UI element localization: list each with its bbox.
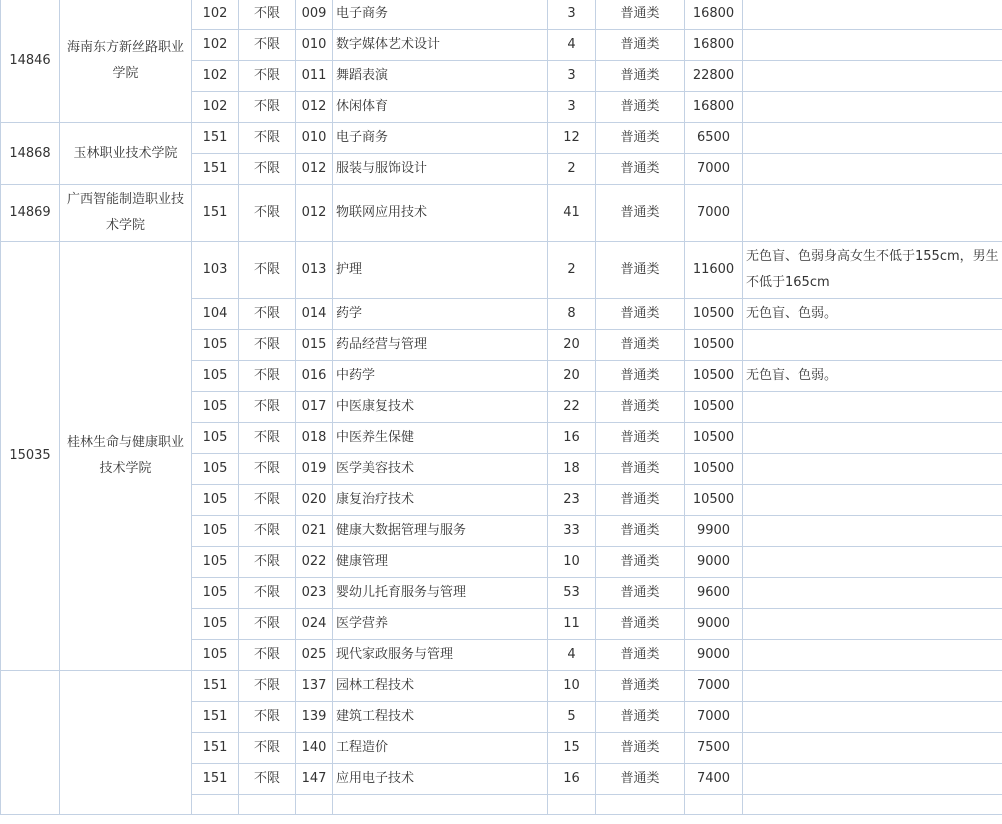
remarks-cell — [743, 702, 1002, 733]
remarks-cell — [743, 392, 1002, 423]
tuition-cell: 7000 — [685, 702, 743, 733]
subject-limit-cell: 不限 — [239, 702, 296, 733]
batch-code-cell: 105 — [192, 516, 239, 547]
plan-count-cell: 22 — [548, 392, 596, 423]
major-code-cell: 023 — [296, 578, 333, 609]
remarks-cell — [743, 185, 1002, 242]
major-code-cell: 019 — [296, 454, 333, 485]
plan-count-cell: 3 — [548, 61, 596, 92]
tuition-cell: 6500 — [685, 123, 743, 154]
major-code-cell: 022 — [296, 547, 333, 578]
tuition-cell: 7000 — [685, 154, 743, 185]
category-cell: 普通类 — [596, 361, 685, 392]
remarks-cell — [743, 123, 1002, 154]
school-name-cell: 海南东方新丝路职业学院 — [60, 0, 192, 123]
batch-code-cell: 105 — [192, 423, 239, 454]
major-code-cell: 010 — [296, 123, 333, 154]
major-name-cell: 医学营养 — [333, 609, 548, 640]
plan-count-cell: 53 — [548, 578, 596, 609]
major-name-cell: 服装与服饰设计 — [333, 154, 548, 185]
major-code-cell: 010 — [296, 30, 333, 61]
tuition-cell: 16800 — [685, 30, 743, 61]
subject-limit-cell: 不限 — [239, 92, 296, 123]
plan-count-cell: 2 — [548, 154, 596, 185]
school-code-cell: 15035 — [1, 242, 60, 671]
category-cell: 普通类 — [596, 671, 685, 702]
category-cell: 普通类 — [596, 547, 685, 578]
remarks-cell — [743, 733, 1002, 764]
major-name-cell: 舞蹈表演 — [333, 61, 548, 92]
batch-code-cell: 102 — [192, 61, 239, 92]
category-cell: 普通类 — [596, 154, 685, 185]
batch-code-cell: 102 — [192, 92, 239, 123]
batch-code-cell: 151 — [192, 733, 239, 764]
batch-code-cell: 102 — [192, 30, 239, 61]
tuition-cell: 10500 — [685, 392, 743, 423]
school-code-cell: 14846 — [1, 0, 60, 123]
category-cell: 普通类 — [596, 609, 685, 640]
major-name-cell: 中药学 — [333, 361, 548, 392]
category-cell: 普通类 — [596, 640, 685, 671]
plan-count-cell: 20 — [548, 330, 596, 361]
remarks-cell — [743, 547, 1002, 578]
plan-count-cell: 16 — [548, 423, 596, 454]
batch-code-cell: 151 — [192, 764, 239, 795]
subject-limit-cell: 不限 — [239, 423, 296, 454]
remarks-cell — [743, 454, 1002, 485]
school-name-cell: 广西智能制造职业技术学院 — [60, 185, 192, 242]
category-cell: 普通类 — [596, 516, 685, 547]
batch-code-cell: 105 — [192, 640, 239, 671]
tuition-cell: 7000 — [685, 185, 743, 242]
tuition-cell: 11600 — [685, 242, 743, 299]
subject-limit-cell: 不限 — [239, 454, 296, 485]
batch-code-cell: 105 — [192, 485, 239, 516]
remarks-cell — [743, 609, 1002, 640]
batch-code-cell: 105 — [192, 454, 239, 485]
batch-code-cell — [192, 795, 239, 815]
major-code-cell: 013 — [296, 242, 333, 299]
tuition-cell: 10500 — [685, 299, 743, 330]
remarks-cell — [743, 578, 1002, 609]
major-name-cell: 药品经营与管理 — [333, 330, 548, 361]
major-name-cell: 康复治疗技术 — [333, 485, 548, 516]
plan-count-cell: 33 — [548, 516, 596, 547]
tuition-cell: 9000 — [685, 609, 743, 640]
remarks-cell: 无色盲、色弱身高女生不低于155cm，男生不低于165cm — [743, 242, 1002, 299]
subject-limit-cell: 不限 — [239, 485, 296, 516]
category-cell: 普通类 — [596, 185, 685, 242]
category-cell: 普通类 — [596, 485, 685, 516]
subject-limit-cell: 不限 — [239, 609, 296, 640]
batch-code-cell: 105 — [192, 578, 239, 609]
table-row — [1, 0, 1002, 30]
school-name-cell — [60, 671, 192, 815]
category-cell: 普通类 — [596, 242, 685, 299]
category-cell: 普通类 — [596, 61, 685, 92]
subject-limit-cell: 不限 — [239, 61, 296, 92]
subject-limit-cell: 不限 — [239, 516, 296, 547]
major-code-cell: 024 — [296, 609, 333, 640]
subject-limit-cell: 不限 — [239, 733, 296, 764]
remarks-cell — [743, 423, 1002, 454]
plan-count-cell: 16 — [548, 764, 596, 795]
batch-code-cell: 105 — [192, 609, 239, 640]
subject-limit-cell: 不限 — [239, 123, 296, 154]
school-name-cell: 桂林生命与健康职业技术学院 — [60, 242, 192, 671]
major-name-cell: 婴幼儿托育服务与管理 — [333, 578, 548, 609]
tuition-cell: 9600 — [685, 578, 743, 609]
tuition-cell — [685, 795, 743, 815]
remarks-cell — [743, 795, 1002, 815]
major-name-cell: 中医养生保健 — [333, 423, 548, 454]
category-cell: 普通类 — [596, 123, 685, 154]
school-code-cell: 14868 — [1, 123, 60, 185]
batch-code-cell: 105 — [192, 361, 239, 392]
subject-limit-cell: 不限 — [239, 0, 296, 30]
subject-limit-cell: 不限 — [239, 30, 296, 61]
remarks-cell: 无色盲、色弱。 — [743, 361, 1002, 392]
batch-code-cell: 105 — [192, 392, 239, 423]
plan-count-cell: 41 — [548, 185, 596, 242]
subject-limit-cell: 不限 — [239, 154, 296, 185]
tuition-cell: 7500 — [685, 733, 743, 764]
major-name-cell: 医学美容技术 — [333, 454, 548, 485]
major-code-cell — [296, 795, 333, 815]
category-cell: 普通类 — [596, 330, 685, 361]
category-cell: 普通类 — [596, 702, 685, 733]
major-code-cell: 137 — [296, 671, 333, 702]
major-code-cell: 140 — [296, 733, 333, 764]
plan-count-cell: 3 — [548, 92, 596, 123]
major-name-cell: 数字媒体艺术设计 — [333, 30, 548, 61]
major-name-cell: 园林工程技术 — [333, 671, 548, 702]
plan-count-cell: 2 — [548, 242, 596, 299]
major-code-cell: 014 — [296, 299, 333, 330]
remarks-cell — [743, 330, 1002, 361]
tuition-cell: 22800 — [685, 61, 743, 92]
table-row — [1, 242, 1002, 299]
major-code-cell: 012 — [296, 185, 333, 242]
major-code-cell: 020 — [296, 485, 333, 516]
category-cell: 普通类 — [596, 30, 685, 61]
batch-code-cell: 105 — [192, 547, 239, 578]
batch-code-cell: 151 — [192, 185, 239, 242]
remarks-cell — [743, 671, 1002, 702]
remarks-cell — [743, 485, 1002, 516]
major-code-cell: 139 — [296, 702, 333, 733]
plan-count-cell: 10 — [548, 547, 596, 578]
subject-limit-cell — [239, 795, 296, 815]
batch-code-cell: 103 — [192, 242, 239, 299]
subject-limit-cell: 不限 — [239, 392, 296, 423]
plan-count-cell: 4 — [548, 640, 596, 671]
plan-count-cell: 18 — [548, 454, 596, 485]
remarks-cell: 无色盲、色弱。 — [743, 299, 1002, 330]
subject-limit-cell: 不限 — [239, 671, 296, 702]
school-code-cell — [1, 671, 60, 815]
subject-limit-cell: 不限 — [239, 640, 296, 671]
remarks-cell — [743, 764, 1002, 795]
major-name-cell: 现代家政服务与管理 — [333, 640, 548, 671]
plan-count-cell: 4 — [548, 30, 596, 61]
major-code-cell: 012 — [296, 154, 333, 185]
major-name-cell: 建筑工程技术 — [333, 702, 548, 733]
category-cell: 普通类 — [596, 92, 685, 123]
subject-limit-cell: 不限 — [239, 578, 296, 609]
major-code-cell: 021 — [296, 516, 333, 547]
remarks-cell — [743, 92, 1002, 123]
major-code-cell: 017 — [296, 392, 333, 423]
plan-count-cell: 15 — [548, 733, 596, 764]
major-code-cell: 018 — [296, 423, 333, 454]
subject-limit-cell: 不限 — [239, 330, 296, 361]
category-cell: 普通类 — [596, 423, 685, 454]
batch-code-cell: 102 — [192, 0, 239, 30]
plan-count-cell: 8 — [548, 299, 596, 330]
table-row — [1, 185, 1002, 242]
major-name-cell: 药学 — [333, 299, 548, 330]
major-code-cell: 147 — [296, 764, 333, 795]
major-code-cell: 015 — [296, 330, 333, 361]
major-name-cell: 护理 — [333, 242, 548, 299]
tuition-cell: 10500 — [685, 361, 743, 392]
batch-code-cell: 105 — [192, 330, 239, 361]
subject-limit-cell: 不限 — [239, 185, 296, 242]
category-cell: 普通类 — [596, 733, 685, 764]
major-name-cell: 物联网应用技术 — [333, 185, 548, 242]
remarks-cell — [743, 640, 1002, 671]
subject-limit-cell: 不限 — [239, 299, 296, 330]
category-cell: 普通类 — [596, 0, 685, 30]
tuition-cell: 10500 — [685, 454, 743, 485]
major-name-cell: 电子商务 — [333, 123, 548, 154]
category-cell: 普通类 — [596, 392, 685, 423]
major-code-cell: 009 — [296, 0, 333, 30]
category-cell: 普通类 — [596, 764, 685, 795]
plan-count-cell: 10 — [548, 671, 596, 702]
subject-limit-cell: 不限 — [239, 764, 296, 795]
tuition-cell: 7400 — [685, 764, 743, 795]
remarks-cell — [743, 154, 1002, 185]
school-name-cell: 玉林职业技术学院 — [60, 123, 192, 185]
major-code-cell: 025 — [296, 640, 333, 671]
plan-count-cell: 11 — [548, 609, 596, 640]
remarks-cell — [743, 0, 1002, 30]
category-cell: 普通类 — [596, 454, 685, 485]
batch-code-cell: 151 — [192, 702, 239, 733]
tuition-cell: 9000 — [685, 640, 743, 671]
major-name-cell: 健康管理 — [333, 547, 548, 578]
tuition-cell: 10500 — [685, 423, 743, 454]
major-code-cell: 012 — [296, 92, 333, 123]
subject-limit-cell: 不限 — [239, 547, 296, 578]
major-code-cell: 016 — [296, 361, 333, 392]
tuition-cell: 7000 — [685, 671, 743, 702]
remarks-cell — [743, 61, 1002, 92]
tuition-cell: 16800 — [685, 0, 743, 30]
major-name-cell: 中医康复技术 — [333, 392, 548, 423]
major-name-cell: 应用电子技术 — [333, 764, 548, 795]
major-name-cell: 工程造价 — [333, 733, 548, 764]
batch-code-cell: 151 — [192, 123, 239, 154]
table-row — [1, 671, 1002, 702]
school-code-cell: 14869 — [1, 185, 60, 242]
category-cell: 普通类 — [596, 299, 685, 330]
table-row — [1, 123, 1002, 154]
batch-code-cell: 151 — [192, 671, 239, 702]
plan-count-cell: 3 — [548, 0, 596, 30]
tuition-cell: 9000 — [685, 547, 743, 578]
major-name-cell: 休闲体育 — [333, 92, 548, 123]
plan-count-cell — [548, 795, 596, 815]
remarks-cell — [743, 30, 1002, 61]
remarks-cell — [743, 516, 1002, 547]
tuition-cell: 16800 — [685, 92, 743, 123]
category-cell: 普通类 — [596, 578, 685, 609]
plan-count-cell: 23 — [548, 485, 596, 516]
major-code-cell: 011 — [296, 61, 333, 92]
tuition-cell: 10500 — [685, 485, 743, 516]
plan-count-cell: 20 — [548, 361, 596, 392]
plan-count-cell: 5 — [548, 702, 596, 733]
subject-limit-cell: 不限 — [239, 361, 296, 392]
category-cell — [596, 795, 685, 815]
subject-limit-cell: 不限 — [239, 242, 296, 299]
batch-code-cell: 151 — [192, 154, 239, 185]
major-name-cell: 健康大数据管理与服务 — [333, 516, 548, 547]
tuition-cell: 10500 — [685, 330, 743, 361]
major-name-cell: 电子商务 — [333, 0, 548, 30]
batch-code-cell: 104 — [192, 299, 239, 330]
plan-count-cell: 12 — [548, 123, 596, 154]
major-name-cell — [333, 795, 548, 815]
tuition-cell: 9900 — [685, 516, 743, 547]
